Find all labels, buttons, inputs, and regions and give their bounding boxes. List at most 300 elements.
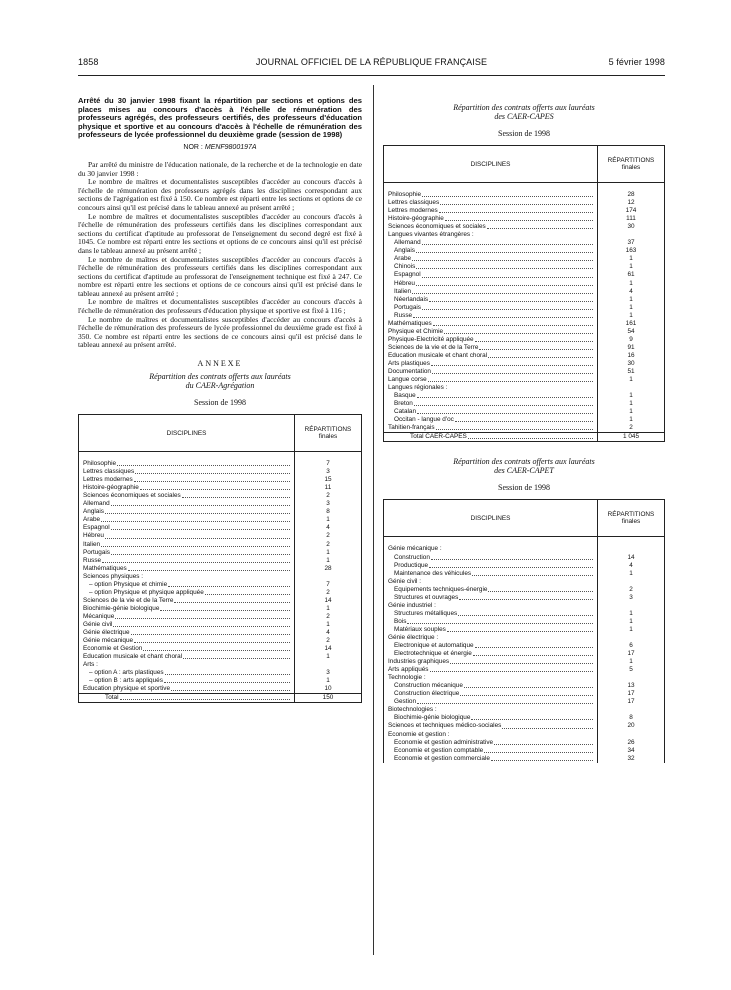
discipline-label: Langues régionales : <box>388 384 448 392</box>
repartitions-header <box>598 500 665 537</box>
discipline-cell <box>79 645 295 653</box>
dot-leader <box>440 203 593 205</box>
table-row <box>384 191 665 199</box>
discipline-label: Occitan - langue d'oc <box>394 416 454 424</box>
discipline-label: Sciences économiques et sociales <box>388 223 486 231</box>
capes-table <box>383 145 665 442</box>
discipline-cell <box>384 296 598 304</box>
finales-label: finales <box>621 518 641 526</box>
dot-leader <box>417 412 593 414</box>
dot-leader <box>134 480 290 482</box>
discipline-label-wrap <box>83 621 290 629</box>
dot-leader <box>491 759 593 761</box>
discipline-label-wrap <box>394 408 593 416</box>
repartition-value <box>598 384 665 392</box>
discipline-label-wrap <box>83 500 290 508</box>
capet-rows <box>384 537 665 763</box>
repartition-value <box>598 674 665 682</box>
paragraph: Le nombre de maîtres et documentalistes susceptibles d'accéder au concours d'accès à l'échelle de rémunération des professeurs certifiés dans les disciplines correspondant aux sections du certificat d'aptitude au professorat de l'enseignement du second degré est fixé à 1045. Ce nombre est réparti entre les sections et options de ce concours ainsi qu'il est précisé dans le tableau annexé au présent arrêté ; <box>78 211 362 255</box>
table-row <box>79 605 362 613</box>
table-row <box>79 541 362 549</box>
discipline-label-wrap <box>83 492 290 500</box>
discipline-cell <box>384 594 598 602</box>
repartition-value: 1 <box>598 626 665 634</box>
table-row <box>384 424 665 433</box>
discipline-cell <box>79 500 295 508</box>
discipline-label: Italien <box>83 540 101 548</box>
discipline-label: – option B : arts appliqués <box>89 677 163 685</box>
repartition-value: 34 <box>598 747 665 755</box>
dot-leader <box>475 340 593 342</box>
table-row <box>79 613 362 621</box>
discipline-label-wrap <box>394 255 593 263</box>
repartition-value: 17 <box>598 698 665 706</box>
discipline-label-wrap <box>83 524 290 532</box>
agregation-session: Session de 1998 <box>194 398 246 408</box>
table-row <box>79 532 362 540</box>
caption-line: Répartition des contrats offerts aux lauréats <box>453 457 595 467</box>
discipline-cell <box>384 545 598 553</box>
repartition-value: 13 <box>598 682 665 690</box>
repartition-value: 1 <box>598 312 665 320</box>
discipline-label-wrap <box>83 476 290 484</box>
repartition-value <box>295 573 362 581</box>
discipline-cell <box>384 280 598 288</box>
dot-leader <box>422 276 593 278</box>
discipline-label: Construction mécanique <box>394 682 463 690</box>
repartition-value: 1 <box>598 400 665 408</box>
discipline-cell <box>384 731 598 739</box>
discipline-label: Arts plastiques <box>388 359 430 367</box>
discipline-label-wrap <box>394 714 593 722</box>
discipline-label-wrap <box>394 747 593 755</box>
discipline-cell <box>79 476 295 484</box>
table-row <box>384 755 665 763</box>
dot-leader <box>168 585 290 587</box>
discipline-label: Structures métalliques <box>394 609 458 617</box>
disciplines-header: DISCIPLINES <box>79 415 295 452</box>
discipline-label-wrap <box>394 263 593 271</box>
repartition-value: 14 <box>295 597 362 605</box>
discipline-label-wrap <box>388 368 593 376</box>
repartition-value: 8 <box>598 714 665 722</box>
repartition-value: 1 <box>295 605 362 613</box>
table-row <box>384 416 665 424</box>
repartition-value: 6 <box>598 642 665 650</box>
discipline-label: Biochimie-génie biologique <box>394 714 471 722</box>
discipline-cell <box>79 653 295 661</box>
dot-leader <box>471 718 593 720</box>
table-row <box>79 677 362 685</box>
repartition-value: 5 <box>598 666 665 674</box>
dot-leader <box>460 694 593 696</box>
discipline-label-wrap <box>394 618 593 626</box>
total-row <box>79 694 362 703</box>
table-row <box>384 255 665 263</box>
discipline-label-wrap <box>394 288 593 296</box>
discipline-cell <box>384 570 598 578</box>
dot-leader <box>433 324 593 326</box>
discipline-cell <box>79 524 295 532</box>
table-row <box>79 565 362 573</box>
discipline-label: Philosophie <box>388 191 422 198</box>
repartitions-header <box>598 146 665 183</box>
table-row <box>384 706 665 714</box>
discipline-label: Russe <box>394 311 413 319</box>
page-number: 1858 <box>78 57 99 67</box>
table-row <box>384 650 665 658</box>
table-row <box>79 685 362 694</box>
discipline-label: Economie et Gestion <box>83 645 143 653</box>
dot-leader <box>414 404 593 406</box>
table-row <box>384 296 665 304</box>
repartition-value: 111 <box>598 215 665 223</box>
discipline-label-wrap <box>388 545 593 553</box>
discipline-label-wrap <box>394 739 593 747</box>
discipline-label: Structures et ouvrages <box>394 593 459 601</box>
dot-leader <box>417 702 593 704</box>
discipline-label: Arts : <box>83 661 98 669</box>
dot-leader <box>431 364 593 366</box>
repartition-value: 161 <box>598 320 665 328</box>
discipline-label-wrap <box>394 755 593 763</box>
dot-leader <box>472 574 593 576</box>
dot-leader <box>412 292 593 294</box>
discipline-label-wrap <box>394 416 593 424</box>
table-row <box>384 288 665 296</box>
table-row <box>384 666 665 674</box>
table-row <box>384 602 665 610</box>
repartition-value: 1 <box>295 557 362 565</box>
discipline-label-wrap <box>388 578 593 586</box>
discipline-label-wrap <box>394 296 593 304</box>
discipline-label: Espagnol <box>394 271 421 279</box>
discipline-label-wrap <box>89 581 290 589</box>
agregation-rows <box>79 452 362 703</box>
dot-leader <box>101 520 290 522</box>
discipline-label-wrap <box>83 605 290 613</box>
table-row <box>384 682 665 690</box>
discipline-label-wrap <box>388 666 593 674</box>
discipline-label: Histoire-géographie <box>388 215 444 223</box>
table-row <box>79 629 362 637</box>
discipline-cell <box>79 637 295 645</box>
discipline-label-wrap <box>388 336 593 344</box>
discipline-label-wrap <box>83 597 290 605</box>
caption-line: des CAER-CAPES <box>494 112 554 121</box>
discipline-label: Portugais <box>83 548 110 556</box>
discipline-label: Electronique et automatique <box>394 642 474 650</box>
repartition-value: 12 <box>598 199 665 207</box>
discipline-label: Lettres modernes <box>83 476 133 484</box>
discipline-label-wrap <box>394 400 593 408</box>
repartition-value: 2 <box>295 589 362 597</box>
repartition-value: 15 <box>295 476 362 484</box>
discipline-label-wrap <box>388 658 593 666</box>
discipline-label: Sciences physiques : <box>83 572 144 580</box>
total-label-wrap <box>105 694 290 702</box>
table-row <box>79 500 362 508</box>
discipline-cell <box>79 605 295 613</box>
discipline-cell <box>79 581 295 589</box>
repartition-value: 1 <box>598 255 665 263</box>
discipline-label: Education musicale et chant choral <box>388 351 488 359</box>
discipline-cell <box>384 610 598 618</box>
discipline-cell <box>384 247 598 255</box>
discipline-label: Physique et Chimie <box>388 327 444 335</box>
table-row <box>79 476 362 484</box>
discipline-cell <box>384 368 598 376</box>
discipline-cell <box>384 312 598 320</box>
discipline-label-wrap <box>388 344 593 352</box>
discipline-cell <box>79 589 295 597</box>
dot-leader <box>111 553 290 555</box>
repartition-value: 1 <box>295 653 362 661</box>
discipline-label: Génie civil : <box>388 577 422 585</box>
discipline-label-wrap <box>394 247 593 255</box>
discipline-label: Matériaux souples <box>394 625 446 633</box>
discipline-label: Hébreu <box>394 279 415 287</box>
repartition-value: 4 <box>295 524 362 532</box>
discipline-label: Economie et gestion : <box>388 730 450 738</box>
discipline-label-wrap <box>388 207 593 215</box>
dot-leader <box>487 227 593 229</box>
dot-leader <box>455 420 593 422</box>
discipline-label-wrap <box>394 554 593 562</box>
repartition-value: 61 <box>598 271 665 279</box>
discipline-label: Construction électrique <box>394 690 460 698</box>
discipline-label: Mathématiques <box>388 319 432 327</box>
repartition-value: 10 <box>295 685 362 694</box>
discipline-label-wrap <box>83 557 290 565</box>
discipline-label: Arts appliqués <box>388 666 429 674</box>
repartition-value: 1 <box>598 570 665 578</box>
discipline-label: Génie civil <box>83 620 113 628</box>
discipline-cell <box>384 698 598 706</box>
dot-leader <box>182 496 290 498</box>
discipline-label-wrap <box>388 352 593 360</box>
dot-leader <box>488 590 593 592</box>
discipline-label-wrap <box>388 706 593 714</box>
dot-leader <box>450 662 593 664</box>
repartition-value: 14 <box>598 554 665 562</box>
dot-leader <box>445 219 593 221</box>
table-row <box>79 460 362 468</box>
table-row <box>79 468 362 476</box>
table-row <box>384 231 665 239</box>
discipline-label-wrap <box>394 642 593 650</box>
dot-leader <box>131 633 290 635</box>
discipline-label: Russe <box>83 556 102 564</box>
repartition-value: 3 <box>295 468 362 476</box>
repartition-value: 2 <box>295 637 362 645</box>
repartition-value: 30 <box>598 223 665 231</box>
discipline-cell <box>384 271 598 279</box>
table-row <box>79 645 362 653</box>
discipline-cell <box>384 618 598 626</box>
dot-leader <box>205 593 290 595</box>
repartition-value <box>598 578 665 586</box>
paragraph: Le nombre de maîtres et documentalistes susceptibles d'accéder au concours d'accès à l'échelle de rémunération des professeurs d'éducation physique et sportive est fixé à 116 ; <box>78 297 362 316</box>
spacer-row <box>79 452 362 461</box>
spacer-row <box>384 183 665 192</box>
discipline-cell <box>79 669 295 677</box>
discipline-label-wrap <box>394 650 593 658</box>
dot-leader <box>436 428 593 430</box>
table-row <box>384 747 665 755</box>
dot-leader <box>488 356 593 358</box>
nor-value: MENF9800197A <box>204 143 257 151</box>
dot-leader <box>105 537 290 539</box>
repartition-value: 2 <box>295 613 362 621</box>
table-row <box>384 328 665 336</box>
discipline-label: Mécanique <box>83 612 115 620</box>
paragraph: Le nombre de maîtres et documentalistes susceptibles d'accéder au concours d'accès à l'échelle de rémunération des professeurs agrégés dans les disciplines correspondant aux sections de l'agrégation est fixé à 150. Ce nombre est réparti entre les sections et options de ce concours ainsi qu'il est précisé dans le tableau annexé au présent arrêté ; <box>78 177 362 212</box>
dot-leader <box>171 689 290 691</box>
discipline-cell <box>384 424 598 433</box>
discipline-label-wrap <box>83 613 290 621</box>
repartition-value: 1 <box>598 610 665 618</box>
discipline-label: Lettres classiques <box>83 468 135 476</box>
total-value: 150 <box>295 694 362 703</box>
repartition-value <box>598 706 665 714</box>
discipline-cell <box>384 602 598 610</box>
discipline-label-wrap <box>83 637 290 645</box>
discipline-cell <box>384 714 598 722</box>
repartition-value: 30 <box>598 360 665 368</box>
discipline-cell <box>79 460 295 468</box>
dot-leader <box>432 372 593 374</box>
paragraph: Par arrêté du ministre de l'éducation nationale, de la recherche et de la technologie en date du 30 janvier 1998 : <box>78 159 362 178</box>
dot-leader <box>422 243 593 245</box>
table-row <box>384 594 665 602</box>
discipline-label-wrap <box>388 223 593 231</box>
table-row <box>384 392 665 400</box>
page-header <box>78 57 665 71</box>
repartition-value: 2 <box>598 586 665 594</box>
table-row <box>384 634 665 642</box>
discipline-cell <box>79 516 295 524</box>
discipline-cell <box>384 400 598 408</box>
table-row <box>384 247 665 255</box>
discipline-cell <box>384 191 598 199</box>
discipline-cell <box>79 557 295 565</box>
discipline-cell <box>384 562 598 570</box>
discipline-label-wrap <box>89 589 290 597</box>
table-row <box>384 562 665 570</box>
discipline-cell <box>384 554 598 562</box>
repartition-value: 1 <box>598 280 665 288</box>
repartition-value: 91 <box>598 344 665 352</box>
discipline-label: Arabe <box>83 516 101 524</box>
repartition-value <box>598 231 665 239</box>
repartition-value: 3 <box>295 669 362 677</box>
agregation-caption <box>78 372 362 390</box>
discipline-label-wrap <box>388 384 593 392</box>
repartition-value: 2 <box>295 492 362 500</box>
dot-leader <box>475 646 593 648</box>
discipline-label: Economie et gestion commerciale <box>394 754 490 762</box>
capet-table <box>383 499 665 762</box>
dot-leader <box>111 504 290 506</box>
discipline-cell <box>79 468 295 476</box>
table-row <box>384 586 665 594</box>
header-rule <box>78 75 665 76</box>
repartition-value: 4 <box>598 288 665 296</box>
discipline-label: Arabe <box>394 255 412 263</box>
discipline-label-wrap <box>388 360 593 368</box>
discipline-cell <box>384 666 598 674</box>
table-row <box>384 376 665 384</box>
repartition-value <box>295 661 362 669</box>
discipline-label: – option A : arts plastiques <box>89 669 164 677</box>
table-row <box>384 352 665 360</box>
repartition-value: 7 <box>295 581 362 589</box>
discipline-label: Langues vivantes étrangères : <box>388 231 474 239</box>
table-row <box>79 557 362 565</box>
discipline-label-wrap <box>388 602 593 610</box>
spacer-cell <box>384 537 598 546</box>
discipline-label: Allemand <box>394 239 421 247</box>
repartition-value: 1 <box>295 677 362 685</box>
discipline-label: Génie électrique <box>83 629 130 637</box>
discipline-label-wrap <box>394 610 593 618</box>
dot-leader <box>143 649 290 651</box>
dot-leader <box>128 569 290 571</box>
caption-line: des CAER-CAPET <box>494 466 554 476</box>
discipline-label: Breton <box>394 400 413 408</box>
dot-leader <box>164 681 290 683</box>
discipline-label: – option Physique et chimie <box>89 580 168 588</box>
dot-leader <box>479 348 593 350</box>
discipline-label-wrap <box>83 532 290 540</box>
spacer-cell <box>598 183 665 192</box>
discipline-label-wrap <box>83 661 290 669</box>
spacer-cell <box>598 537 665 546</box>
discipline-label-wrap <box>388 215 593 223</box>
table-row <box>384 271 665 279</box>
repartitions-label: RÉPARTITIONS <box>304 426 352 434</box>
discipline-label-wrap <box>388 328 593 336</box>
discipline-label: Technologie : <box>388 674 426 682</box>
repartition-value: 17 <box>598 690 665 698</box>
discipline-label-wrap <box>394 280 593 288</box>
discipline-cell <box>79 549 295 557</box>
discipline-label: Lettres classiques <box>388 199 440 207</box>
repartition-value: 32 <box>598 755 665 763</box>
discipline-label: Génie électrique : <box>388 633 439 641</box>
discipline-cell <box>384 239 598 247</box>
discipline-label-wrap <box>388 231 593 239</box>
discipline-cell <box>79 661 295 669</box>
table-row <box>79 549 362 557</box>
discipline-cell <box>384 223 598 231</box>
discipline-cell <box>79 532 295 540</box>
discipline-label: – option Physique et physique appliquée <box>89 588 204 596</box>
table-row <box>384 578 665 586</box>
discipline-cell <box>384 739 598 747</box>
discipline-label-wrap <box>394 304 593 312</box>
discipline-label: Tahitien-français <box>388 424 435 432</box>
repartition-value <box>598 731 665 739</box>
discipline-cell <box>384 384 598 392</box>
discipline-label-wrap <box>388 731 593 739</box>
discipline-cell <box>384 416 598 424</box>
discipline-label-wrap <box>83 685 290 693</box>
discipline-label-wrap <box>394 570 593 578</box>
capet-session: Session de 1998 <box>498 483 550 493</box>
discipline-label-wrap <box>394 594 593 602</box>
